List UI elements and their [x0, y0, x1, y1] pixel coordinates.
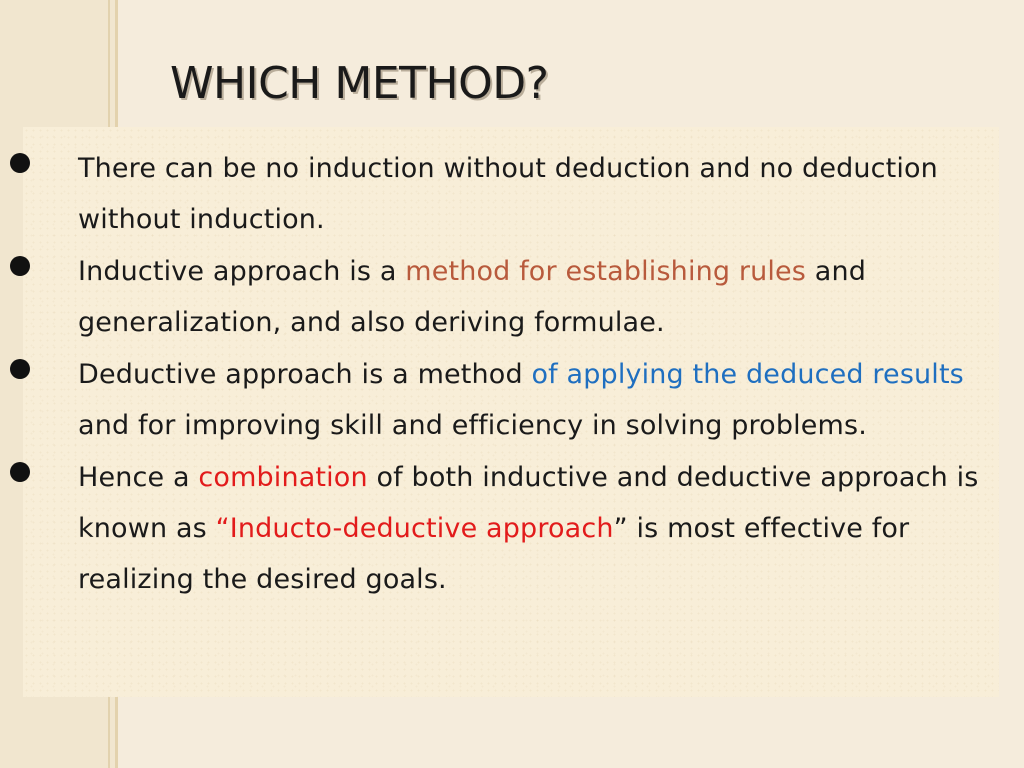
bullet-text: of both inductive and deductive approach is known as — [78, 462, 979, 544]
bullet-text: Hence a — [78, 462, 199, 493]
highlight-text: combination — [198, 462, 368, 493]
bullet-item — [0, 143, 1000, 245]
bullet-item — [0, 349, 1000, 451]
bullet-item — [0, 246, 1000, 348]
bullet-text: ” is most effective for realizing the desired goals. — [78, 513, 910, 595]
bullet-item — [0, 452, 1000, 605]
bullet-text: and generalization, and also deriving formulae. — [78, 256, 867, 338]
bullet-list — [0, 143, 1000, 605]
bullet-text: There can be no induction without deduction and no deduction without induction. — [78, 153, 938, 235]
bullet-dot-icon — [10, 153, 30, 173]
slide-title: WHICH METHOD? — [170, 58, 549, 109]
bullet-text: Deductive approach is a method — [78, 359, 532, 390]
highlight-text: method for establishing rules — [405, 256, 807, 287]
highlight-text: of applying the deduced results — [531, 359, 964, 390]
bullet-dot-icon — [10, 462, 30, 482]
highlight-text: “Inducto-deductive approach — [215, 513, 614, 544]
bullet-dot-icon — [10, 359, 30, 379]
bullet-dot-icon — [10, 256, 30, 276]
bullet-text: Inductive approach is a — [78, 256, 406, 287]
bullet-text: and for improving skill and efficiency in solving problems. — [78, 410, 867, 441]
